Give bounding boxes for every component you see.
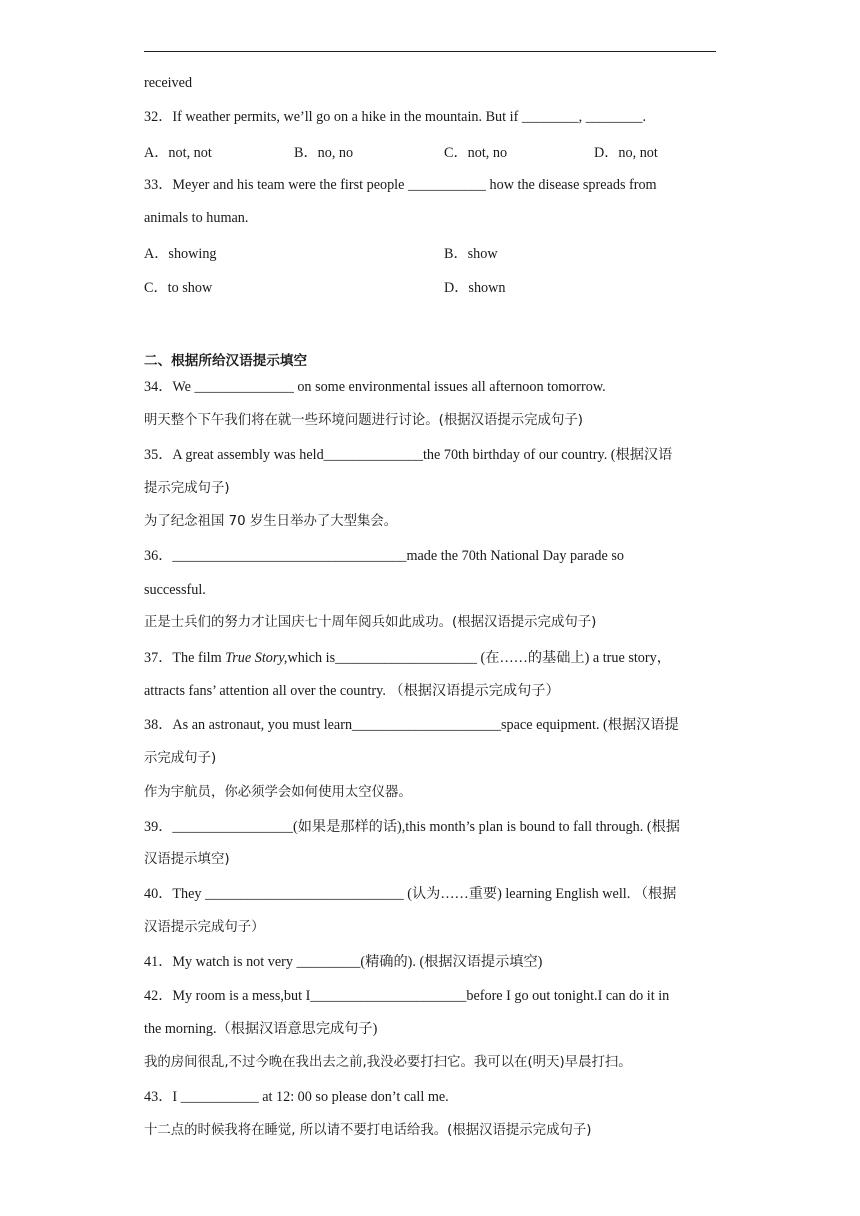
question-35-chinese: 为了纪念祖国 70 岁生日举办了大型集会。 <box>144 514 398 529</box>
question-37-end: which is____________________ (在……的基础上) a true story， <box>287 650 671 666</box>
question-42-chinese: 我的房间很乱,不过今晚在我出去之前,我没必要打扫它。我可以在(明天)早晨打扫。 <box>144 1055 632 1070</box>
question-34: 34．We ______________ on some environmental issues all afternoon tomorrow. <box>144 379 606 395</box>
question-36: 36．_________________________________made the 70th National Day parade so <box>144 548 624 564</box>
question-37-start: 37．The film <box>144 650 226 666</box>
question-41: 41．My watch is not very _________(精确的). (根据汉语提示填空) <box>144 954 543 970</box>
option-32-b: B．no, no <box>294 145 354 161</box>
question-36-chinese: 正是士兵们的努力才让国庆七十周年阅兵如此成功。(根据汉语提示完成句子) <box>144 615 597 630</box>
question-37-continued: attracts fans’ attention all over the country. （根据汉语提示完成句子） <box>144 683 560 699</box>
option-32-c: C．not, no <box>444 145 508 161</box>
question-39-continued: 汉语提示填空) <box>144 852 230 867</box>
header-rule <box>144 51 716 52</box>
question-33: 33．Meyer and his team were the first people ___________ how the disease spreads from <box>144 177 657 193</box>
option-33-a: A．showing <box>144 246 217 262</box>
option-32-a: A．not, not <box>144 145 212 161</box>
question-34-chinese: 明天整个下午我们将在就一些环境问题进行讨论。(根据汉语提示完成句子) <box>144 413 583 428</box>
text-line: received <box>144 75 193 91</box>
question-38-chinese: 作为宇航员，你必须学会如何使用太空仪器。 <box>144 785 412 800</box>
section-heading: 二、根据所给汉语提示填空 <box>144 353 308 369</box>
question-35-continued: 提示完成句子) <box>144 481 230 496</box>
question-36-continued: successful. <box>144 582 206 598</box>
question-35: 35．A great assembly was held______________the 70th birthday of our country. (根据汉语 <box>144 447 673 463</box>
option-32-d: D．no, not <box>594 145 658 161</box>
question-33-continued: animals to human. <box>144 210 249 226</box>
question-40-continued: 汉语提示完成句子） <box>144 920 265 935</box>
film-title: True Story, <box>225 650 288 666</box>
option-33-c: C．to show <box>144 280 213 296</box>
question-39: 39．_________________(如果是那样的话),this month’s plan is bound to fall through. (根据 <box>144 819 680 835</box>
question-37 <box>144 649 671 667</box>
question-42: 42．My room is a mess,but I______________________before I go out tonight.I can do it in <box>144 988 670 1004</box>
option-33-b: B．show <box>444 246 498 262</box>
question-40: 40．They ____________________________ (认为……重要) learning English well. （根据 <box>144 886 677 902</box>
question-42-continued: the morning.（根据汉语意思完成句子) <box>144 1021 378 1037</box>
question-43-chinese: 十二点的时候我将在睡觉, 所以请不要打电话给我。(根据汉语提示完成句子) <box>144 1123 592 1138</box>
question-32: 32．If weather permits, we’ll go on a hike in the mountain. But if ________, ________. <box>144 109 646 125</box>
question-38: 38．As an astronaut, you must learn_____________________space equipment. (根据汉语提 <box>144 717 679 733</box>
option-33-d: D．shown <box>444 280 506 296</box>
question-38-continued: 示完成句子) <box>144 751 217 766</box>
question-43: 43．I ___________ at 12: 00 so please don’t call me. <box>144 1089 449 1105</box>
